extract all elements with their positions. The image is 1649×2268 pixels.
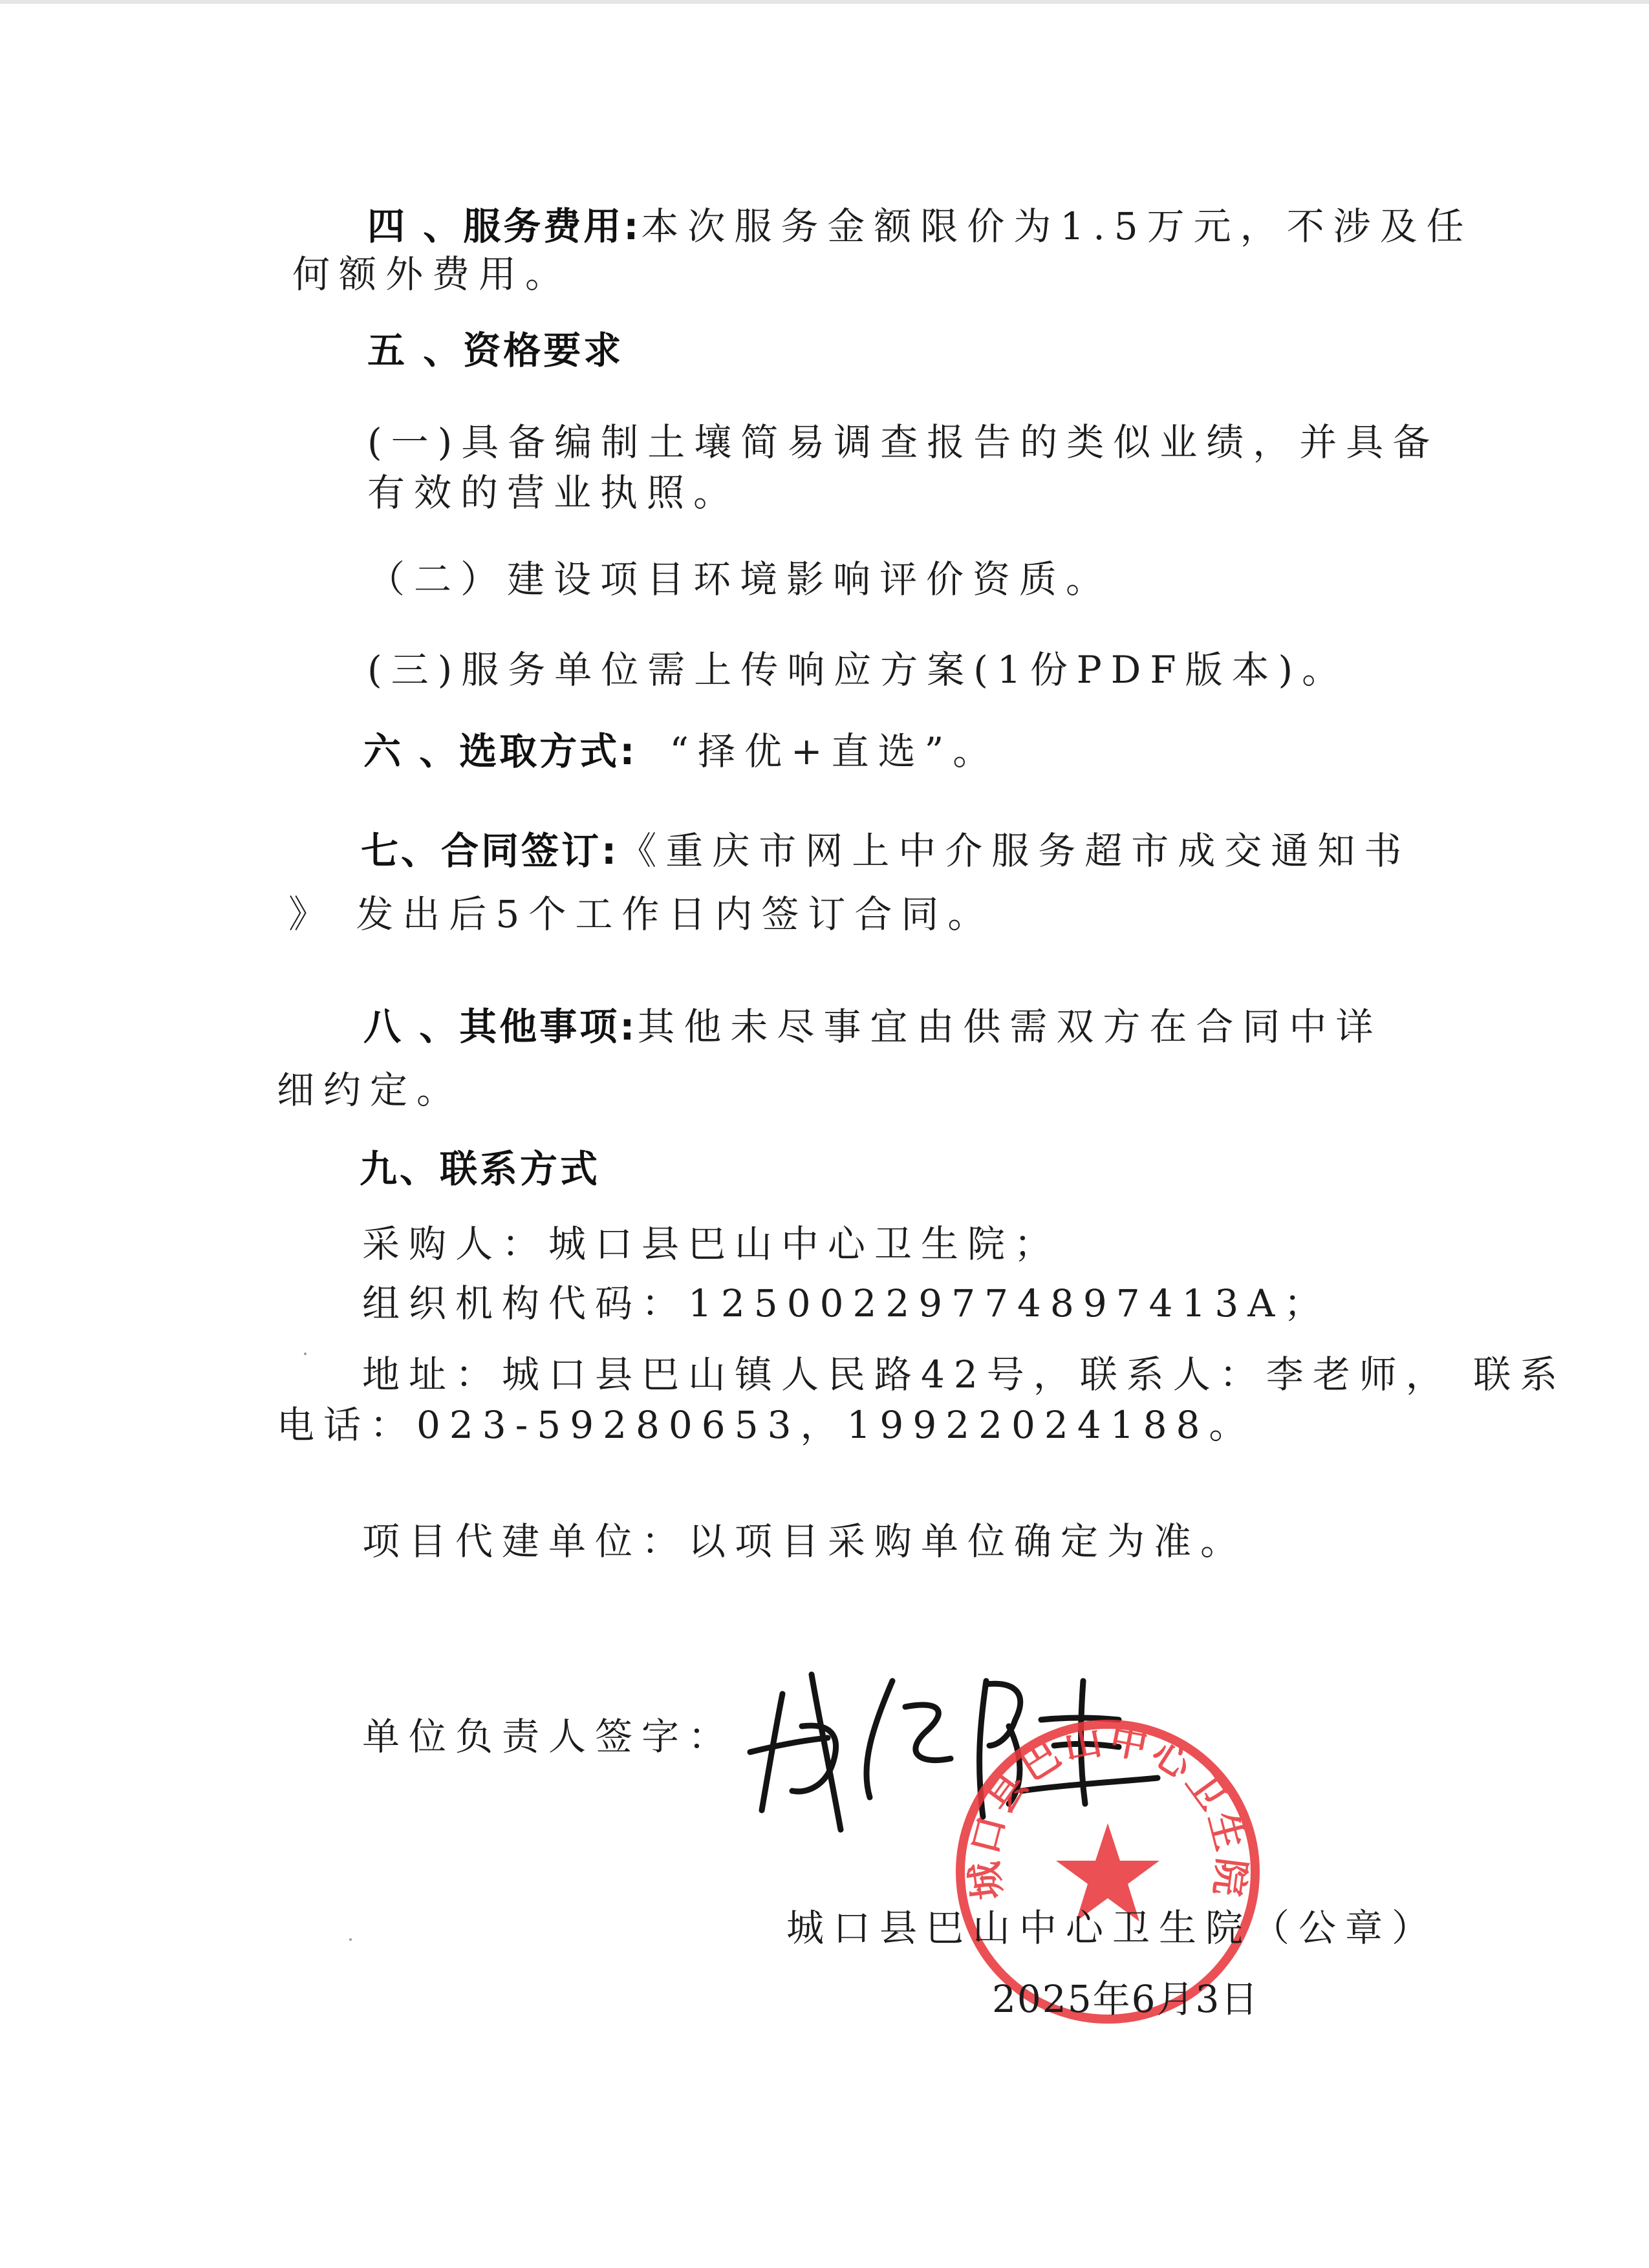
contact-purchaser: 采购人：城口县巴山中心卫生院； xyxy=(362,1222,1061,1266)
scan-edge xyxy=(0,0,1649,4)
section-6-text: “择优+直选”。 xyxy=(669,729,1000,773)
issuer-name: 城口县巴山中心卫生院（公章） xyxy=(786,1906,1439,1950)
section-7-heading: 七、合同签订: xyxy=(361,829,620,873)
signature-label: 单位负责人签字： xyxy=(362,1715,735,1759)
agent-note: 项目代建单位：以项目采购单位确定为准。 xyxy=(362,1519,1247,1563)
section-7-line-2: 》 发出后5个工作日内签订合同。 xyxy=(288,892,995,936)
section-8-line-1 xyxy=(363,1001,1382,1053)
section-8-line-2: 细约定。 xyxy=(277,1068,464,1112)
contact-address-line-2: 电话：023-59280653，19922024188。 xyxy=(277,1403,1256,1447)
section-4-text: 本次服务金额限价为1.5万元，不涉及任 xyxy=(641,204,1473,248)
contact-address-line-1: 地址：城口县巴山镇人民路42号，联系人：李老师， 联系 xyxy=(362,1353,1567,1396)
section-7-line-1 xyxy=(361,825,1410,877)
scan-speck xyxy=(349,1938,352,1941)
section-4-heading: 四 、服务费用: xyxy=(367,204,641,248)
section-5-item-2: （二）建设项目环境影响评价资质。 xyxy=(367,557,1113,601)
section-6-heading: 六 、选取方式: xyxy=(363,729,638,773)
section-9-heading: 九、联系方式 xyxy=(360,1147,601,1191)
section-6-line xyxy=(363,725,999,777)
section-8-text: 其他未尽事宜由供需双方在合同中详 xyxy=(637,1005,1383,1049)
section-7-text: 《重庆市网上中介服务超市成交通知书 xyxy=(619,829,1411,873)
section-4-line-2: 何额外费用。 xyxy=(292,252,572,296)
section-5-item-1-line-2: 有效的营业执照。 xyxy=(367,471,740,515)
scan-speck xyxy=(304,1353,307,1355)
section-5-item-3: (三)服务单位需上传响应方案(1份PDF版本)。 xyxy=(367,648,1349,692)
section-4-line-1 xyxy=(367,200,1473,252)
section-5-item-1-line-1: (一)具备编制土壤简易调查报告的类似业绩，并具备 xyxy=(367,420,1439,464)
section-8-heading: 八 、其他事项: xyxy=(363,1005,638,1049)
issue-date: 2025年6月3日 xyxy=(992,1977,1260,2021)
svg-text:城口县巴山中心卫生院: 城口县巴山中心卫生院 xyxy=(961,1717,1255,1903)
section-5-heading: 五 、资格要求 xyxy=(367,328,624,372)
contact-org-code: 组织机构代码：12500229774897413A； xyxy=(362,1281,1331,1325)
